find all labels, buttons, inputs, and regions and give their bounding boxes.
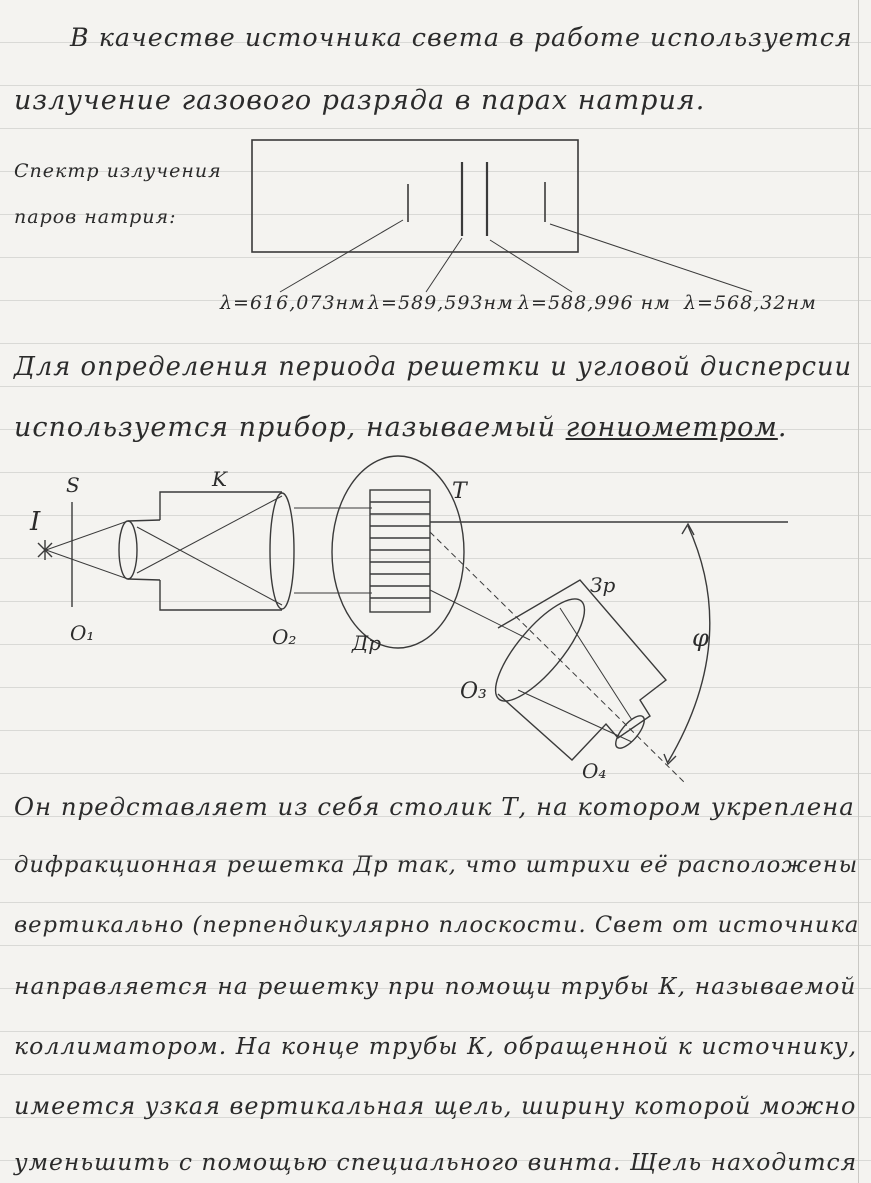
pointer-3 — [490, 240, 572, 292]
pointer-1 — [280, 220, 403, 292]
spectrum-diagram — [252, 140, 752, 292]
label-source: I — [30, 507, 41, 537]
table-circle — [332, 456, 464, 648]
spectrum-label-2: паров натрия: — [14, 206, 177, 228]
label-table: T — [452, 479, 467, 504]
text-line-3: Для определения периода решетки и угловой дисперсии — [14, 352, 853, 382]
label-lens-o4: О₄ — [582, 759, 607, 783]
para-line-5: коллиматором. На конце трубы К, обращенной к источнику, — [14, 1032, 858, 1060]
wavelength-label-3: λ=588,996 нм — [518, 292, 671, 314]
label-collimator: K — [212, 467, 227, 491]
para-line-6: имеется узкая вертикальная щель, ширину которой можно — [14, 1092, 857, 1120]
spectrum-box — [252, 140, 578, 252]
diffraction-grating — [370, 490, 430, 612]
label-slit: S — [66, 473, 80, 497]
pointer-4 — [550, 224, 752, 292]
label-lens-o2: О₂ — [272, 625, 297, 649]
label-lens-o1: О₁ — [70, 621, 95, 645]
label-angle: φ — [692, 624, 709, 652]
text-line-4-prefix: используется прибор, называемый — [14, 412, 566, 443]
label-telescope: Зр — [590, 573, 616, 597]
text-line-1: В качестве источника света в работе используется — [70, 22, 853, 52]
lens-o3 — [482, 587, 598, 713]
goniometer-diagram — [38, 456, 788, 782]
light-source-icon — [38, 540, 52, 560]
para-line-4: направляется на решетку при помощи трубы К, называемой — [14, 972, 857, 1000]
wavelength-label-4: λ=568,32нм — [684, 292, 817, 314]
label-lens-o3: О₃ — [460, 679, 487, 704]
pointer-2 — [426, 238, 462, 292]
spectrum-label-1: Спектр излучения — [14, 160, 222, 182]
text-line-4-suffix: . — [777, 412, 788, 443]
lens-o1 — [119, 521, 137, 579]
para-line-2: дифракционная решетка Др так, что штрихи её расположены — [14, 852, 859, 878]
goniometer-term: гониометром — [565, 412, 778, 443]
para-line-7: уменьшить с помощью специального винта. Щель находится — [14, 1148, 858, 1176]
label-grating: Др — [352, 631, 382, 655]
telescope — [482, 580, 666, 760]
wavelength-label-1: λ=616,073нм — [220, 292, 366, 314]
para-line-1: Он представляет из себя столик Т, на котором укреплена — [14, 792, 855, 821]
text-line-2: излучение газового разряда в парах натрия. — [14, 85, 706, 116]
wavelength-label-2: λ=589,593нм — [368, 292, 514, 314]
lens-o2 — [270, 493, 294, 609]
para-line-3: вертикально (перпендикулярно плоскости. Свет от источника — [14, 912, 860, 938]
